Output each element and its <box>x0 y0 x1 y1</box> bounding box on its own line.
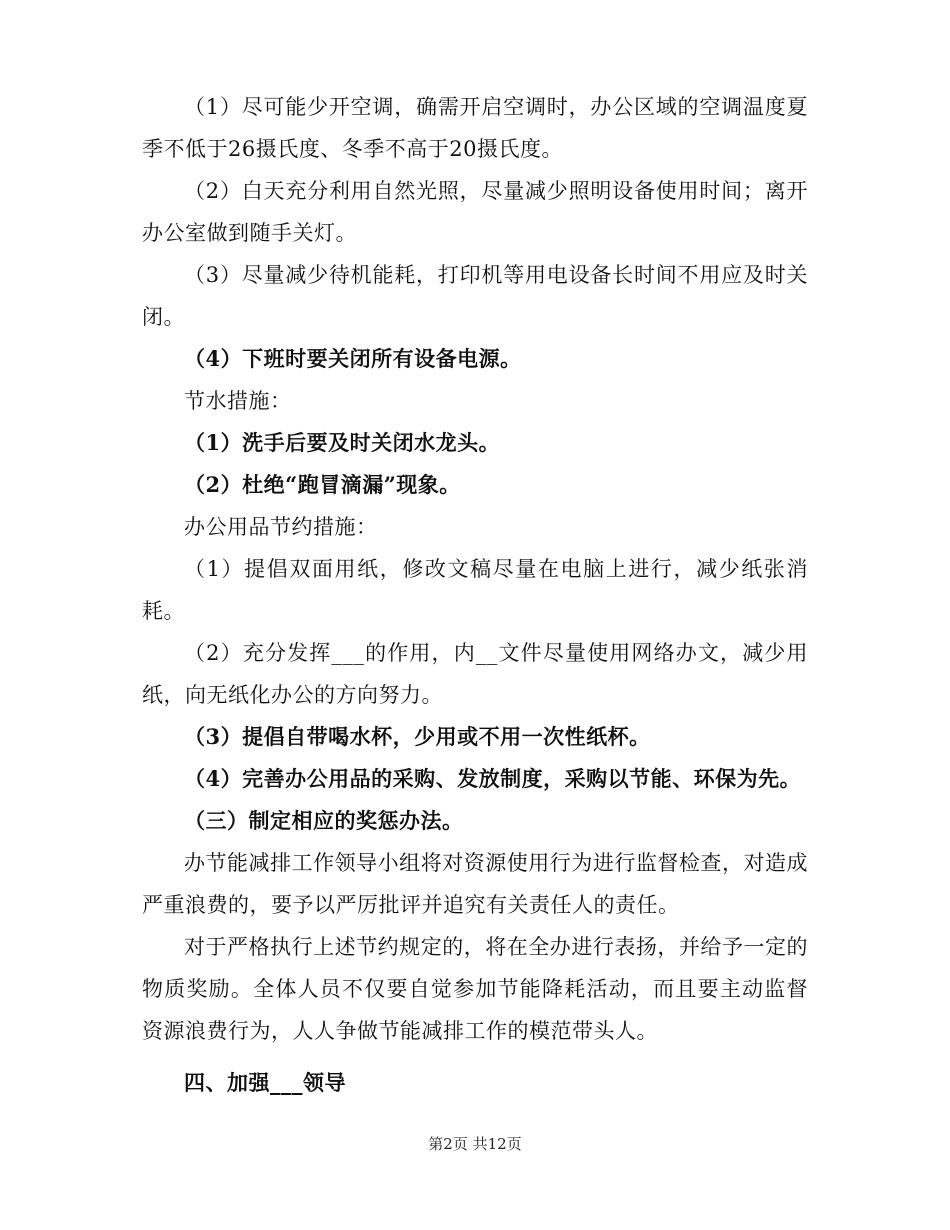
paragraph-prevent-leaks: （2）杜绝“跑冒滴漏”现象。 <box>184 472 461 497</box>
paragraph-natural-light: （2）白天充分利用自然光照，尽量减少照明设备使用时间；离开办公室做到随手关灯。 <box>142 179 808 245</box>
paragraph-power-off: （4）下班时要关闭所有设备电源。 <box>184 346 522 371</box>
section-office-supplies: 办公用品节约措施： <box>184 515 378 539</box>
heading-rewards-penalties: （三）制定相应的奖惩办法。 <box>184 808 464 833</box>
paragraph-supervision: 办节能减排工作领导小组将对资源使用行为进行监督检查，对造成严重浪费的，要予以严厉批评并追究有关责任人的责任。 <box>142 851 808 917</box>
paragraph-paperless: （2）充分发挥___的作用，内__文件尽量使用网络办文，减少用纸，向无纸化办公的方向努力。 <box>142 641 808 707</box>
document-body <box>142 86 808 1104</box>
paragraph-double-sided: （1）提倡双面用纸，修改文稿尽量在电脑上进行，减少纸张消耗。 <box>142 557 808 623</box>
paragraph-procurement: （4）完善办公用品的采购、发放制度，采购以节能、环保为先。 <box>184 766 802 791</box>
paragraph-ac-temperature: （1）尽可能少开空调，确需开启空调时，办公区域的空调温度夏季不低于26摄氏度、冬季不高于20摄氏度。 <box>142 95 808 161</box>
paragraph-own-cup: （3）提倡自带喝水杯，少用或不用一次性纸杯。 <box>184 724 651 749</box>
heading-section-four: 四、加强___领导 <box>184 1070 346 1095</box>
paragraph-close-tap: （1）洗手后要及时关闭水龙头。 <box>184 430 501 455</box>
section-water-saving: 节水措施： <box>184 389 292 413</box>
paragraph-rewards: 对于严格执行上述节约规定的，将在全办进行表扬，并给予一定的物质奖励。全体人员不仅要自觉参加节能降耗活动，而且要主动监督资源浪费行为，人人争做节能减排工作的模范带头人。 <box>142 935 808 1043</box>
page-number-footer: 第2页 共12页 <box>428 1135 522 1153</box>
paragraph-standby-power: （3）尽量减少待机能耗，打印机等用电设备长时间不用应及时关闭。 <box>142 263 808 329</box>
